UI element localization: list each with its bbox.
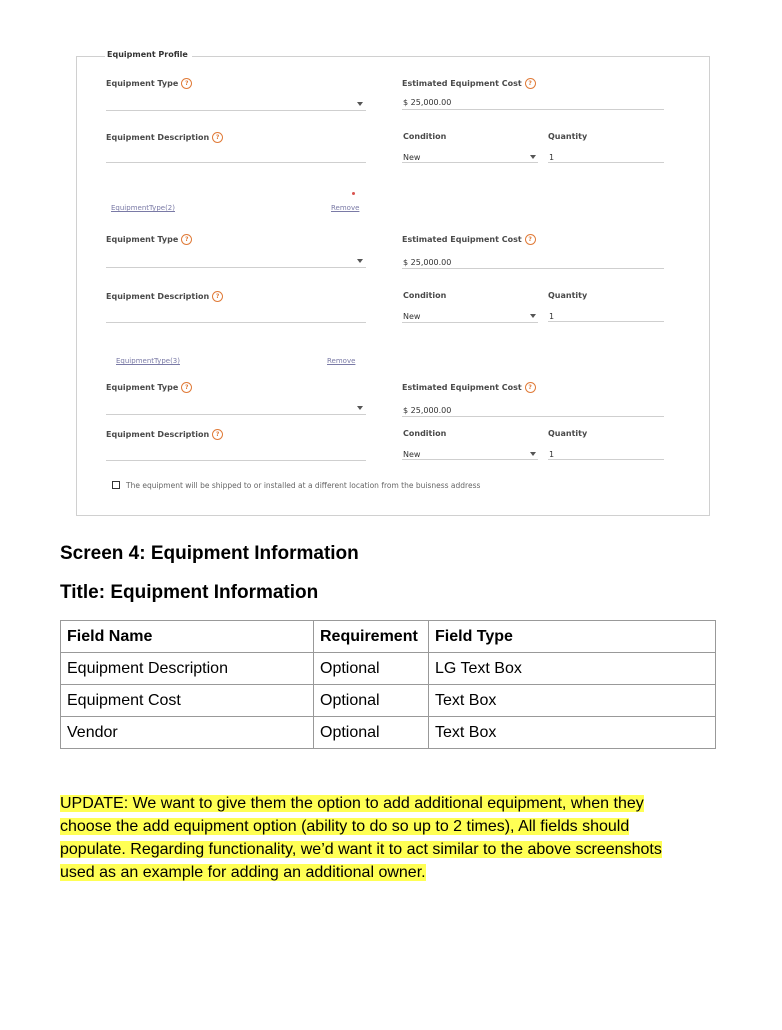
help-icon[interactable]: ? — [181, 78, 192, 89]
quantity-underline — [548, 321, 664, 322]
update-line: populate. Regarding functionality, we’d want it to act similar to the above screenshots — [60, 841, 662, 858]
chevron-down-icon[interactable] — [357, 259, 363, 263]
quantity-label: Quantity — [548, 429, 588, 438]
update-line: choose the add equipment option (ability to do so up to 2 times), All fields should — [60, 818, 630, 835]
ship-location-checkbox[interactable] — [112, 481, 120, 489]
estimated-cost-input[interactable]: $ 25,000.00 — [403, 406, 452, 415]
estimated-cost-label: Estimated Equipment Cost ? — [402, 382, 536, 393]
quantity-label: Quantity — [548, 291, 588, 300]
condition-select[interactable]: New — [403, 312, 421, 321]
equipment-type-label: Equipment Type ? — [106, 78, 192, 89]
equipment-profile-panel — [76, 56, 710, 516]
help-icon[interactable]: ? — [212, 291, 223, 302]
estimated-cost-label: Estimated Equipment Cost ? — [402, 78, 536, 89]
quantity-underline — [548, 459, 664, 460]
condition-select[interactable]: New — [403, 153, 421, 162]
condition-select[interactable]: New — [403, 450, 421, 459]
help-icon[interactable]: ? — [181, 382, 192, 393]
table-row — [61, 685, 716, 717]
estimated-cost-input[interactable]: $ 25,000.00 — [403, 98, 452, 107]
chevron-down-icon[interactable] — [530, 452, 536, 456]
remove-button[interactable]: Remove — [331, 204, 360, 212]
equipment-type-select[interactable] — [106, 110, 366, 111]
estimated-cost-underline — [402, 416, 664, 417]
condition-underline — [402, 162, 538, 163]
quantity-input[interactable]: 1 — [549, 312, 555, 321]
condition-label: Condition — [403, 291, 447, 300]
equipment-type-label: Equipment Type ? — [106, 234, 192, 245]
column-header: Requirement — [314, 621, 429, 653]
quantity-label: Quantity — [548, 132, 588, 141]
estimated-cost-input[interactable]: $ 25,000.00 — [403, 258, 452, 267]
update-line: used as an example for adding an additional owner. — [60, 864, 426, 881]
estimated-cost-label: Estimated Equipment Cost ? — [402, 234, 536, 245]
table-row — [61, 717, 716, 749]
ship-location-label: The equipment will be shipped to or installed at a different location from the buisness address — [126, 481, 481, 490]
field-spec-table — [60, 620, 716, 749]
condition-underline — [402, 322, 538, 323]
condition-label: Condition — [403, 429, 447, 438]
table-cell: Optional — [314, 685, 429, 717]
chevron-down-icon[interactable] — [357, 102, 363, 106]
table-cell: Text Box — [429, 717, 716, 749]
table-cell: Equipment Description — [61, 653, 314, 685]
estimated-cost-underline — [402, 268, 664, 269]
equipment-type-label: Equipment Type ? — [106, 382, 192, 393]
help-icon[interactable]: ? — [181, 234, 192, 245]
equipment-type-3-header[interactable]: EquipmentType(3) — [116, 357, 180, 365]
equipment-description-input[interactable] — [106, 460, 366, 461]
table-cell: Vendor — [61, 717, 314, 749]
chevron-down-icon[interactable] — [530, 155, 536, 159]
required-dot — [352, 192, 355, 195]
equipment-description-label: Equipment Description ? — [106, 291, 223, 302]
equipment-type-2-header[interactable]: EquipmentType(2) — [111, 204, 175, 212]
table-cell: Optional — [314, 717, 429, 749]
equipment-description-input[interactable] — [106, 162, 366, 163]
help-icon[interactable]: ? — [212, 429, 223, 440]
quantity-underline — [548, 162, 664, 163]
table-cell: Text Box — [429, 685, 716, 717]
equipment-description-label: Equipment Description ? — [106, 132, 223, 143]
title-heading: Title: Equipment Information — [60, 582, 319, 603]
condition-underline — [402, 459, 538, 460]
table-cell: Optional — [314, 653, 429, 685]
column-header: Field Name — [61, 621, 314, 653]
help-icon[interactable]: ? — [525, 78, 536, 89]
equipment-type-select[interactable] — [106, 267, 366, 268]
table-cell: Equipment Cost — [61, 685, 314, 717]
table-header-row — [61, 621, 716, 653]
condition-label: Condition — [403, 132, 447, 141]
table-cell: LG Text Box — [429, 653, 716, 685]
help-icon[interactable]: ? — [525, 382, 536, 393]
help-icon[interactable]: ? — [212, 132, 223, 143]
quantity-input[interactable]: 1 — [549, 450, 555, 459]
screen-heading: Screen 4: Equipment Information — [60, 543, 359, 564]
estimated-cost-underline — [402, 109, 664, 110]
equipment-type-select[interactable] — [106, 414, 366, 415]
update-line: UPDATE: We want to give them the option to add additional equipment, when they — [60, 795, 644, 812]
update-note — [60, 792, 720, 884]
equipment-description-input[interactable] — [106, 322, 366, 323]
equipment-profile-legend: Equipment Profile — [105, 50, 192, 59]
quantity-input[interactable]: 1 — [549, 153, 555, 162]
help-icon[interactable]: ? — [525, 234, 536, 245]
table-row — [61, 653, 716, 685]
column-header: Field Type — [429, 621, 716, 653]
chevron-down-icon[interactable] — [357, 406, 363, 410]
equipment-description-label: Equipment Description ? — [106, 429, 223, 440]
chevron-down-icon[interactable] — [530, 314, 536, 318]
remove-button[interactable]: Remove — [327, 357, 356, 365]
